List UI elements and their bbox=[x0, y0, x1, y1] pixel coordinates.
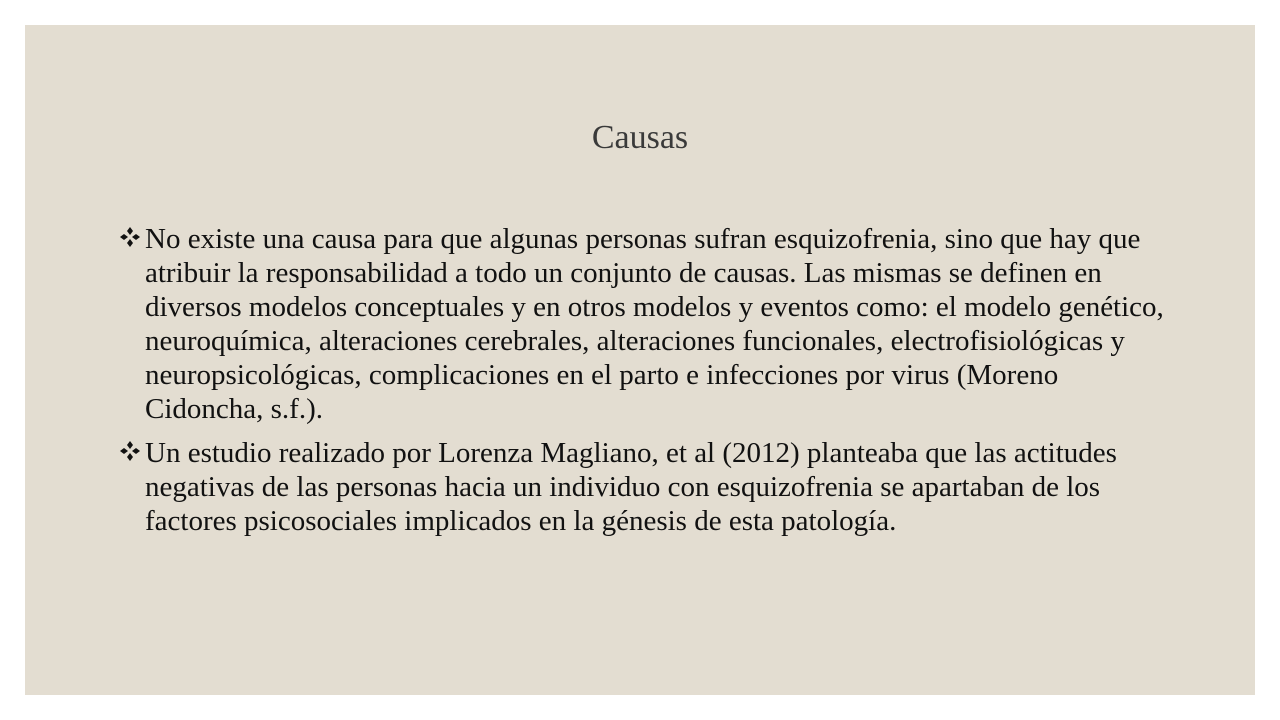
bullet-list bbox=[119, 222, 1179, 548]
four-diamond-bullet-icon bbox=[119, 226, 141, 248]
four-diamond-bullet-icon bbox=[119, 440, 141, 462]
bullet-text: Un estudio realizado por Lorenza Magliano, et al (2012) planteaba que las actitudes negativas de las personas hacia un individuo con esquizofrenia se apartaban de los factores psicosociales implicados en la génesis de esta patología. bbox=[145, 437, 1117, 537]
bullet-text: No existe una causa para que algunas personas sufran esquizofrenia, sino que hay que atribuir la responsabilidad a todo un conjunto de causas. Las mismas se definen en diversos modelos conceptuales y en otros modelos y eventos como: el modelo genético, neuroquímica, alteraciones cerebrales, alteraciones funcionales, electrofisiológicas y neuropsicológicas, complicaciones en el parto e infecciones por virus (Moreno Cidoncha, s.f.). bbox=[145, 223, 1164, 425]
bullet-item bbox=[119, 436, 1179, 538]
bullet-item bbox=[119, 222, 1179, 426]
slide-title: Causas bbox=[591, 119, 689, 156]
